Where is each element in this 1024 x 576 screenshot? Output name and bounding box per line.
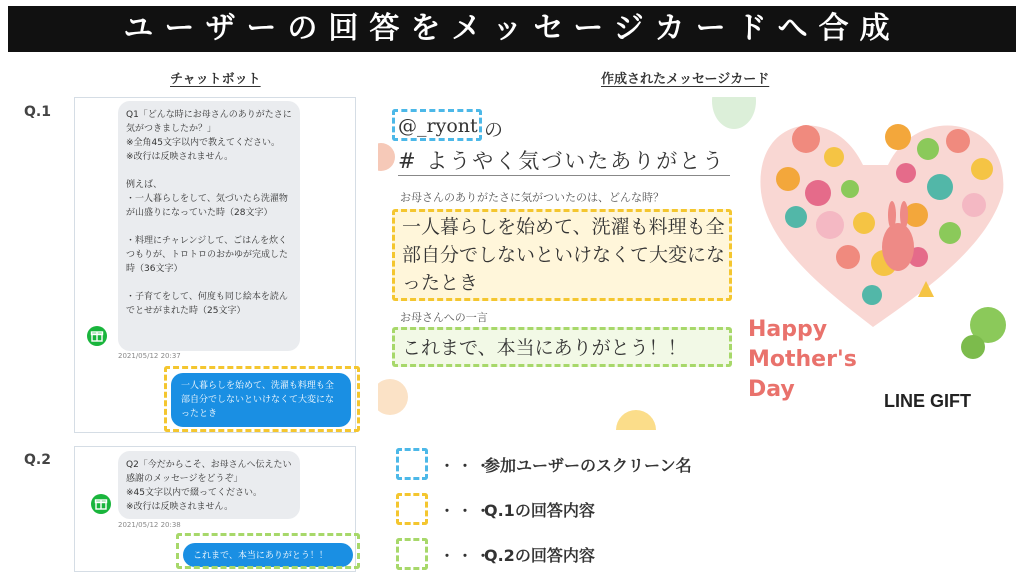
q2-bot-message: Q2「今だからこそ、お母さんへ伝えたい感謝のメッセージをどうぞ」 ※45文字以内で綴ってください。 ※改行は反映されません。	[118, 451, 300, 519]
screen-name-highlight	[392, 109, 482, 141]
legend-dots: ・・・	[440, 459, 494, 475]
card-q2-prompt: お母さんへの一言	[400, 311, 488, 324]
card-no-suffix: の	[484, 119, 504, 141]
legend-q2: Q.2の回答内容	[484, 546, 595, 565]
bot-avatar-icon	[87, 326, 107, 346]
q2-answer-highlight	[176, 533, 360, 569]
legend-dots: ・・・	[440, 549, 494, 565]
q2-timestamp: 2021/05/12 20:38	[118, 521, 181, 529]
q1-bot-message: Q1「どんな時にお母さんのありがたさに気がつきましたか？」 ※全角45文字以内で教えてください。 ※改行は反映されません。 例えば、 ・一人暮らしをして、気づいたら洗濯物が山盛りになっていた時（28文字） ・料理にチャレンジして、ごはんを炊くつもりが、トロトロのおかゆが完成した時（36文字） ・子育てをして、何度も同じ絵本を読んでとせがまれた時（25文字）	[118, 101, 300, 351]
q1-timestamp: 2021/05/12 20:37	[118, 352, 181, 360]
card-greeting: Happy Mother's Day	[748, 317, 857, 402]
chatbot-column-label: チャットボット	[170, 72, 261, 87]
card-q2-answer: これまで、本当にありがとう！！	[402, 337, 687, 359]
card-q1-prompt: お母さんのありがたさに気がついたのは、どんな時？	[400, 191, 664, 204]
q1-label: Q.1	[24, 104, 51, 120]
card-brand-logo: LINE GIFT	[884, 391, 971, 411]
q1-answer-highlight	[164, 366, 360, 432]
q2-user-reply: これまで、本当にありがとう！！	[183, 543, 353, 567]
legend-blue-swatch	[396, 448, 428, 480]
page-title: ユーザーの回答をメッセージカードへ合成	[8, 6, 1016, 52]
q2-label: Q.2	[24, 452, 51, 468]
legend-q1: Q.1の回答内容	[484, 501, 595, 520]
q1-user-reply: 一人暮らしを始めて、洗濯も料理も全部自分でしないといけなくて大変になったとき	[171, 373, 351, 427]
legend-dots: ・・・	[440, 504, 494, 520]
bot-avatar-icon	[91, 494, 111, 514]
legend-screen-name: 参加ユーザーのスクリーン名	[484, 456, 692, 475]
legend-green-swatch	[396, 538, 428, 570]
card-q1-answer: 一人暮らしを始めて、洗濯も料理も全部自分でしないといけなくて大変になったとき	[402, 216, 726, 294]
message-card	[378, 97, 1012, 430]
headline-underline	[398, 175, 730, 176]
card-headline: # ようやく気づいたありがとう	[398, 149, 726, 173]
card-column-label: 作成されたメッセージカード	[601, 72, 770, 87]
card-screen-name: @_ryont	[398, 115, 478, 137]
legend-yellow-swatch	[396, 493, 428, 525]
